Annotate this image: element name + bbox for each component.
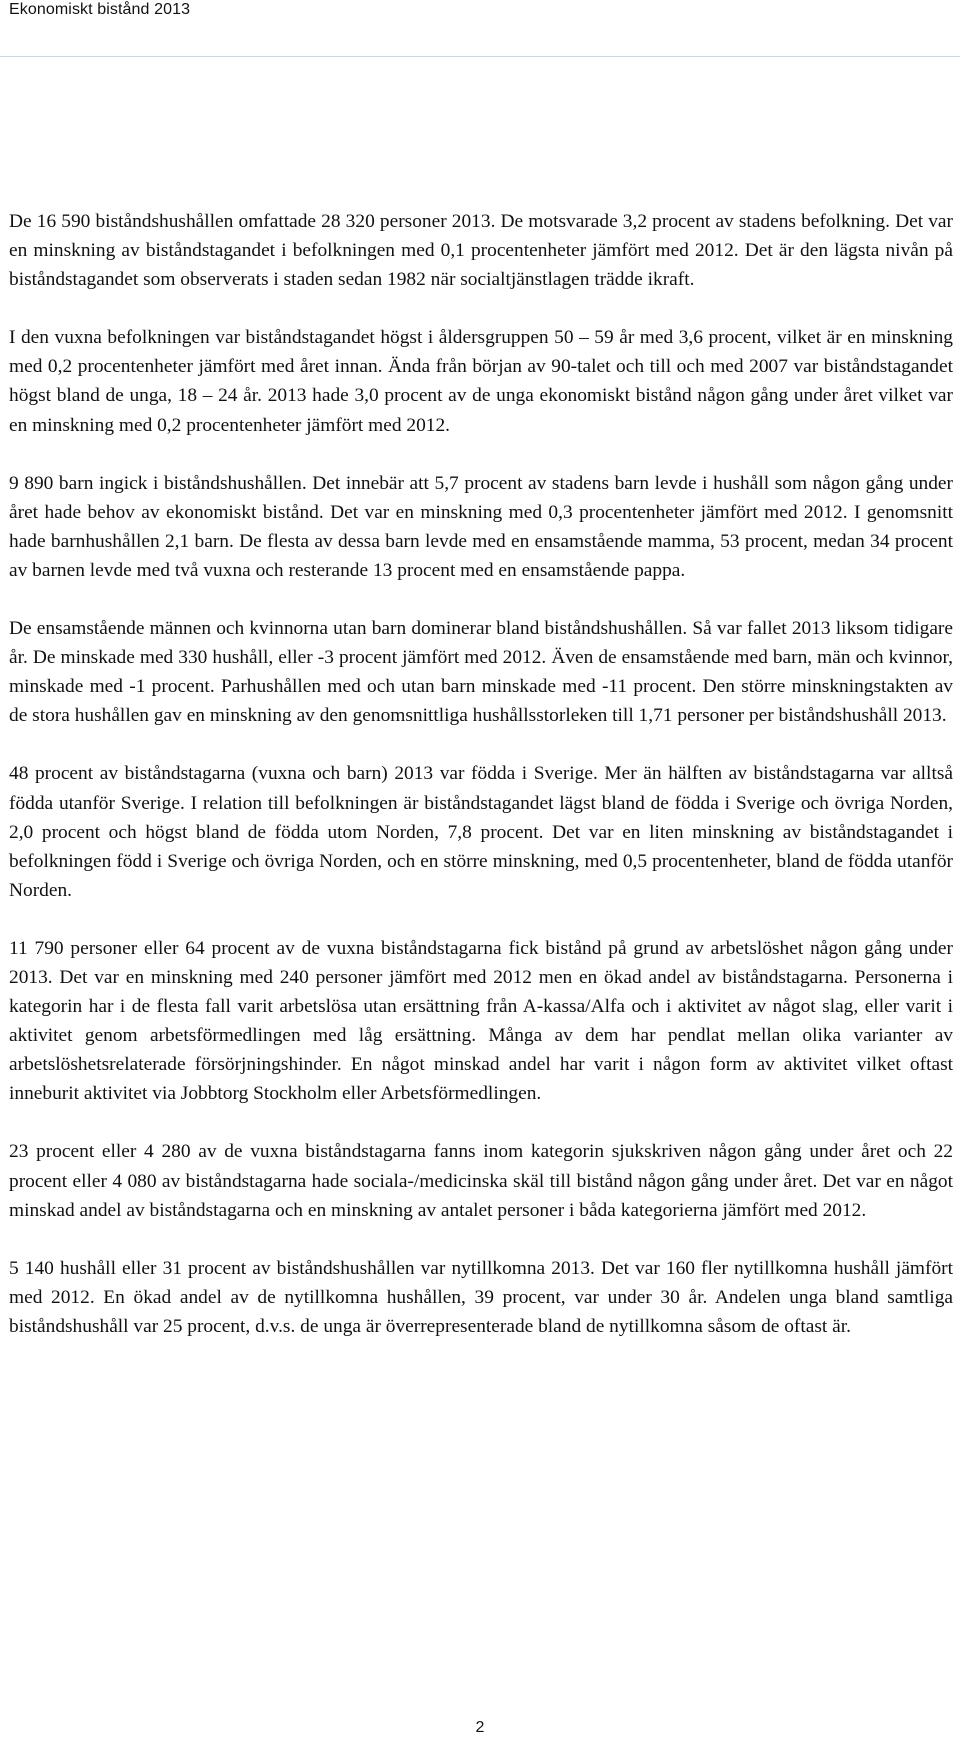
paragraph-new-households: 5 140 hushåll eller 31 procent av biståndshushållen var nytillkomna 2013. Det var 160 fler nytillkomna hushåll jämfört med 2012. En ökad andel av de nytillkomna hushållen, 39 procent, var under 30 år. Andelen unga bland samtliga biståndshushåll var 25 procent, d.v.s. de unga är överrepresenterade bland de nytillkomna såsom de oftast är. <box>9 1257 953 1337</box>
header-divider <box>0 56 960 57</box>
paragraph-unemployment: 11 790 personer eller 64 procent av de vuxna biståndstagarna fick bistånd på grund av arbetslöshet någon gång under 2013. Det var en minskning med 240 personer jämfört med 2012 men en ökad andel av biståndstagarna. Personerna i kategorin har i de flesta fall varit arbetslösa utan ersättning från A-kassa/Alfa och i aktivitet av något slag, eller varit i aktivitet genom arbetsförmedlingen med låg ersättning. Många av dem har pendlat mellan olika varianter av arbetslöshetsrelaterade försörjningshinder. En något minskad andel har varit i någon form av aktivitet vilket oftast inneburit aktivitet via Jobbtorg Stockholm eller Arbetsförmedlingen. <box>9 937 953 1105</box>
paragraph-children: 9 890 barn ingick i biståndshushållen. Det innebär att 5,7 procent av stadens barn levde i hushåll som någon gång under året hade behov av ekonomiskt bistånd. Det var en minskning med 0,3 procentenheter jämfört med 2012. I genomsnitt hade barnhushållen 2,1 barn. De flesta av dessa barn levde med en ensamstående mamma, 53 procent, medan 34 procent av barnen levde med två vuxna och resterande 13 procent med en ensamstående pappa. <box>9 472 953 581</box>
paragraph-age-groups: I den vuxna befolkningen var biståndstagandet högst i åldersgruppen 50 – 59 år med 3,6 procent, vilket är en minskning med 0,2 procentenheter jämfört med året innan. Ända från början av 90-talet och till och med 2007 var biståndstagandet högst bland de unga, 18 – 24 år. 2013 hade 3,0 procent av de unga ekonomiskt bistånd någon gång under året vilket var en minskning med 0,2 procentenheter jämfört med 2012. <box>9 327 953 436</box>
page-header <box>0 0 960 60</box>
paragraph-household-types: De ensamstående männen och kvinnorna utan barn dominerar bland biståndshushållen. Så var fallet 2013 liksom tidigare år. De minskade med 330 hushåll, eller -3 procent jämfört med 2012. Även de ensamstående med barn, män och kvinnor, minskade med -1 procent. Parhushållen med och utan barn minskade med -11 procent. Den större minskningstakten av de stora hushållen gav en minskning av den genomsnittliga hushållsstorleken till 1,71 personer per biståndshushåll 2013. <box>9 618 953 727</box>
body-text <box>9 207 953 1370</box>
paragraph-country-of-birth: 48 procent av biståndstagarna (vuxna och barn) 2013 var födda i Sverige. Mer än hälften av biståndstagarna var alltså födda utanför Sverige. I relation till befolkningen är biståndstagandet lägst bland de födda i Sverige och övriga Norden, 2,0 procent och högst bland de födda utom Norden, 7,8 procent. Det var en liten minskning av biståndstagandet i befolkningen född i Sverige och övriga Norden, och en större minskning, med 0,5 procentenheter, bland de födda utanför Norden. <box>9 763 953 901</box>
page-number: 2 <box>475 1719 485 1736</box>
paragraph-sick-leave: 23 procent eller 4 280 av de vuxna biståndstagarna fanns inom kategorin sjukskriven någon gång under året och 22 procent eller 4 080 av biståndstagarna hade sociala-/medicinska skäl till bistånd någon gång under året. Det var en något minskad andel av biståndstagarna och en minskning av antalet personer i båda kategorierna jämfört med 2012. <box>9 1141 953 1221</box>
paragraph-household-count: De 16 590 biståndshushållen omfattade 28 320 personer 2013. De motsvarade 3,2 procent av stadens befolkning. Det var en minskning av biståndstagandet i befolkningen med 0,1 procentenheter jämfört med 2012. Det är den lägsta nivån på biståndstagandet som observerats i staden sedan 1982 när socialtjänstlagen trädde ikraft. <box>9 211 953 291</box>
document-title: Ekonomiskt bistånd 2013 <box>9 1 191 18</box>
